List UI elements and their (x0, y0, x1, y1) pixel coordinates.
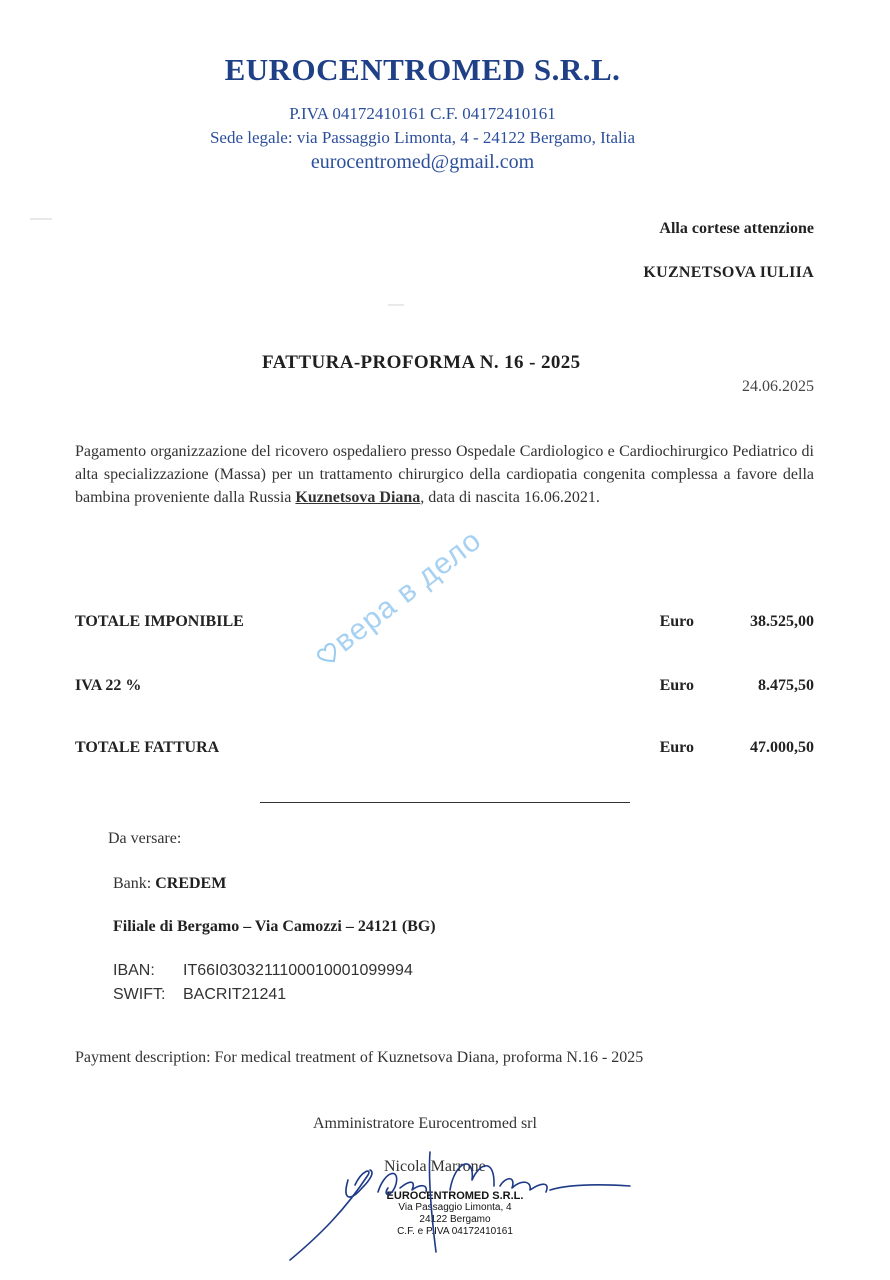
service-description (75, 440, 814, 509)
iban-label: IBAN: (113, 962, 155, 979)
swift-label: SWIFT: (113, 986, 166, 1003)
company-tax-ids: P.IVA 04172410161 C.F. 04172410161 (289, 104, 556, 123)
bank-name: CREDEM (155, 875, 227, 892)
total-currency: Euro (659, 677, 694, 694)
total-currency: Euro (659, 613, 694, 630)
swift-value: BACRIT21241 (183, 986, 287, 1003)
total-label: TOTALE FATTURA (75, 739, 220, 756)
total-amount: 38.525,00 (750, 613, 814, 630)
watermark (309, 523, 488, 674)
stamp-tax-id: C.F. e P.IVA 04172410161 (397, 1226, 513, 1237)
total-row-invoice (75, 739, 814, 763)
attention-label: Alla cortese attenzione (659, 220, 814, 237)
iban-line (113, 962, 413, 980)
swift-line (113, 986, 286, 1004)
total-amount: 8.475,50 (758, 677, 814, 694)
handwritten-signature (250, 1140, 650, 1265)
watermark-text: вера в дело (327, 523, 488, 659)
recipient-name: KUZNETSOVA IULIIA (643, 264, 814, 281)
description-text: Pagamento organizzazione del ricovero ospedaliero presso Ospedale Cardiologico e Cardiochirurgico Pediatrico di alta specializzazione (Massa) per un trattamento chirurgico della cardiopatia congenita complessa a favore della bambina proveniente dalla Russia (75, 443, 814, 506)
total-label: TOTALE IMPONIBILE (75, 613, 244, 630)
total-currency: Euro (659, 739, 694, 756)
stamp-address: Via Passaggio Limonta, 4 (398, 1202, 512, 1213)
document-date: 24.06.2025 (742, 378, 814, 395)
document-title: FATTURA-PROFORMA N. 16 - 2025 (262, 352, 581, 373)
company-address: Sede legale: via Passaggio Limonta, 4 - 24122 Bergamo, Italia (209, 128, 636, 147)
total-amount: 47.000,50 (750, 739, 814, 756)
scan-mark (30, 218, 52, 220)
total-label: IVA 22 % (75, 677, 142, 694)
description-text-end: , data di nascita 16.06.2021. (420, 489, 600, 506)
company-name: EUROCENTROMED S.R.L. (224, 52, 621, 87)
total-row-taxable (75, 613, 814, 637)
signer-name: Nicola Marrone (384, 1158, 486, 1175)
bank-line (113, 875, 226, 893)
patient-name: Kuznetsova Diana (295, 489, 421, 506)
iban-value: IT66I0303211100010001099994 (183, 962, 413, 979)
payment-intro: Da versare: (108, 830, 182, 847)
payment-description: Payment description: For medical treatment of Kuznetsova Diana, proforma N.16 - 2025 (75, 1049, 644, 1066)
company-email: eurocentromed@gmail.com (310, 151, 535, 173)
bank-branch: Filiale di Bergamo – Via Camozzi – 24121 (BG) (113, 918, 436, 935)
stamp-city: 24122 Bergamo (419, 1214, 491, 1225)
total-row-vat (75, 677, 814, 701)
divider-line (260, 802, 630, 803)
stamp-company-name: EUROCENTROMED S.R.L. (386, 1190, 524, 1202)
scan-mark (388, 304, 404, 306)
signer-role: Amministratore Eurocentromed srl (313, 1115, 537, 1132)
bank-label: Bank: (113, 875, 156, 892)
